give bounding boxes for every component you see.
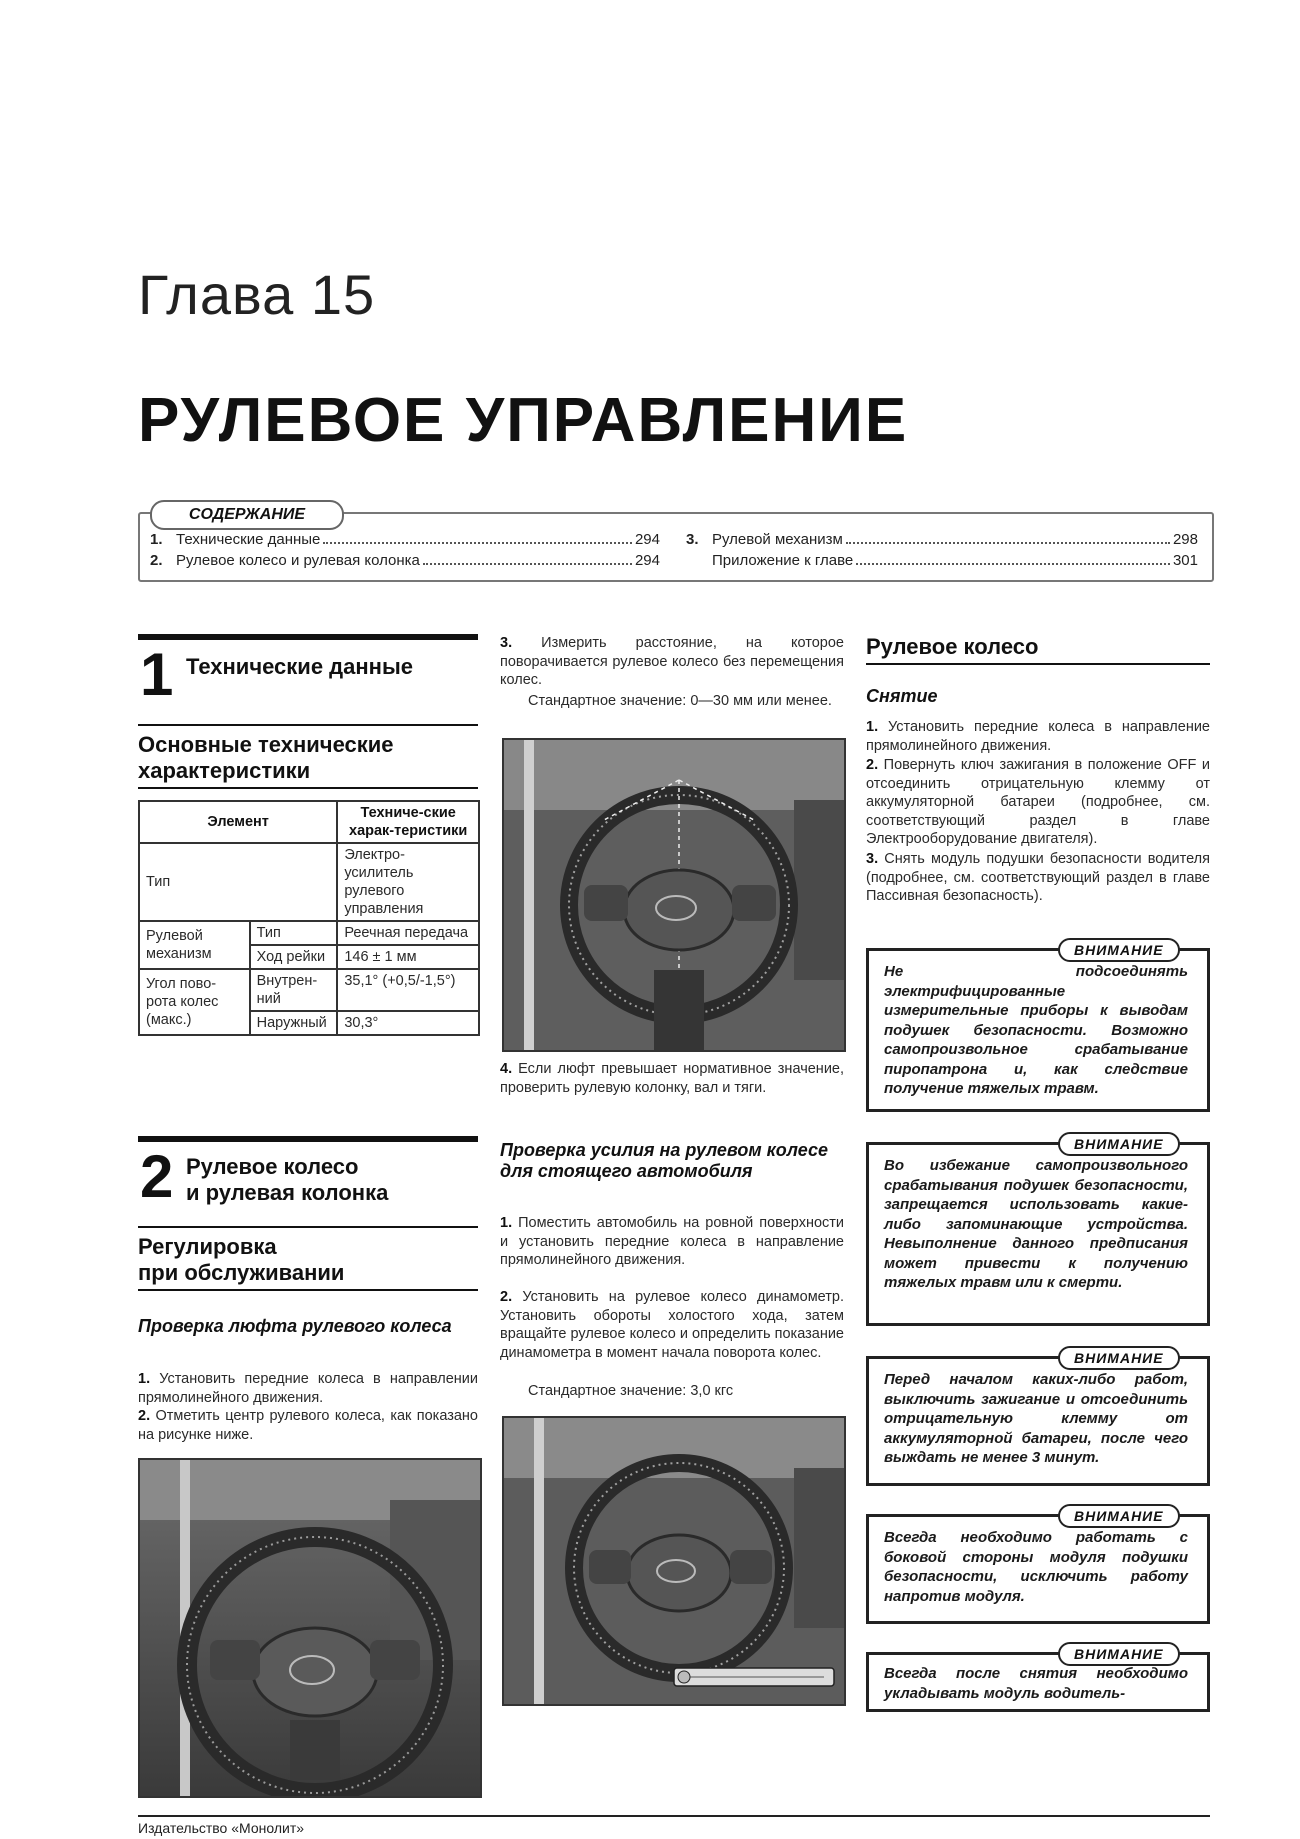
- steering-wheel-photo-3: [502, 1416, 846, 1706]
- table-cell: 30,3°: [337, 1011, 479, 1035]
- toc-item-title: Приложение к главе: [712, 552, 854, 569]
- toc-header: СОДЕРЖАНИЕ: [150, 500, 344, 530]
- warning-text-5: Всегда после снятия необходимо укладывать модуль водитель-: [884, 1665, 1188, 1702]
- step-number: 1.: [138, 1371, 151, 1387]
- warning-text-3: Перед началом каких-либо работ, выключить зажигание и отсоединить отрицательную клемму от аккумуляторной батареи, после чего выждать не менее 3 минут.: [884, 1371, 1188, 1466]
- warning-text-2: Во избежание самопроизвольного срабатывания подушек безопасности, запрещается использовать какие-либо запоминающие устройства. Невыполнение данного предписания может привести к получению тяжелых травм или к смерти.: [884, 1157, 1188, 1291]
- toc-dots: [423, 563, 632, 565]
- removal-step-3: [866, 850, 1210, 906]
- toc-item-2[interactable]: [150, 551, 660, 571]
- table-header-element: Элемент: [139, 801, 337, 843]
- steering-wheel-photo-icon: [504, 1418, 844, 1704]
- toc-item-page: 298: [1172, 531, 1198, 548]
- table-cell: Внутрен-ний: [250, 969, 338, 1011]
- toc-item-page: 301: [1172, 552, 1198, 569]
- step-number: 3.: [866, 851, 879, 867]
- warning-label: ВНИМАНИЕ: [1058, 1504, 1180, 1528]
- effort-step-1: [500, 1214, 844, 1270]
- toc-item-page: 294: [634, 531, 660, 548]
- step-number: 2.: [866, 757, 879, 773]
- table-cell: 35,1° (+0,5/-1,5°): [337, 969, 479, 1011]
- toc-item-4[interactable]: [686, 551, 1198, 571]
- toc-item-title: Рулевое колесо и рулевая колонка: [176, 552, 420, 569]
- table-cell: Рулевой механизм: [139, 921, 250, 969]
- section-2-subhead-line1: Регулировка: [138, 1234, 277, 1259]
- section-1-number: 1: [140, 641, 174, 708]
- toc-item-num: 3.: [686, 531, 699, 548]
- warning-label: ВНИМАНИЕ: [1058, 938, 1180, 962]
- spec-table: [138, 800, 480, 1036]
- step-text: Повернуть ключ зажигания в положение OFF и отсоединить отрицательную клемму от аккумуляторной батареи (подробнее, см. соответствующий раздел в главе Электрооборудование двигателя).: [866, 757, 1211, 847]
- warning-text-4: Всегда необходимо работать с боковой стороны модуля подушки безопасности, исключить работу напротив модуля.: [884, 1529, 1188, 1605]
- steering-wheel-photo-icon: [504, 740, 844, 1050]
- step-text: Снять модуль подушки безопасности водителя (подробнее, см. соответствующий раздел в главе Пассивная безопасность).: [866, 851, 1210, 904]
- toc-item-3[interactable]: [686, 530, 1198, 550]
- step-text: Установить на рулевое колесо динамометр. Установить обороты холостого хода, затем вращайте рулевое колесо и определить показание динамометра в момент начала поворота колес.: [500, 1289, 845, 1361]
- warning-text-1: Не подсоединять электрифицированные измерительные приборы к выводам подушек безопасности. Возможно самопроизвольное срабатывание пиропатрона и, как следствие получение тяжелых травм.: [884, 963, 1188, 1097]
- play-check-title: Проверка люфта рулевого колеса: [138, 1316, 452, 1336]
- steering-wheel-photo-2: [502, 738, 846, 1052]
- steering-wheel-photo-icon: [140, 1460, 480, 1796]
- toc-item-num: 2.: [150, 552, 163, 569]
- step-text: Поместить автомобиль на ровной поверхности и установить передние колеса в направление прямолинейного движения.: [500, 1215, 845, 1268]
- section-2-subhead-line2: при обслуживании: [138, 1260, 478, 1291]
- table-header-spec: Техниче-ские харак-теристики: [337, 801, 479, 843]
- removal-step-1: [866, 718, 1210, 755]
- warning-label: ВНИМАНИЕ: [1058, 1132, 1180, 1156]
- play-step-4: [500, 1060, 844, 1097]
- toc-dots: [846, 542, 1170, 544]
- toc-item-num: 1.: [150, 531, 163, 548]
- play-standard: Стандартное значение: 0—30 мм или менее.: [528, 693, 832, 709]
- table-cell: Реечная передача: [337, 921, 479, 945]
- step-text: Измерить расстояние, на которое поворачивается рулевое колесо без перемещения колес.: [500, 635, 844, 688]
- play-step-2: [138, 1407, 478, 1444]
- table-cell: Электро-усилитель рулевого управления: [337, 843, 479, 921]
- wheel-title: Рулевое колесо: [866, 634, 1210, 665]
- section-2-number: 2: [140, 1143, 174, 1210]
- section-1-subhead: Основные технические характеристики: [138, 732, 478, 789]
- table-cell: Тип: [139, 843, 337, 921]
- section-2-title-line1: Рулевое колесо: [186, 1154, 359, 1179]
- table-cell: Угол пово-рота колес (макс.): [139, 969, 250, 1035]
- step-text: Установить передние колеса в направлении прямолинейного движения.: [138, 1371, 479, 1406]
- toc-item-page: 294: [634, 552, 660, 569]
- step-number: 2.: [500, 1289, 513, 1305]
- table-cell: Тип: [250, 921, 338, 945]
- toc-item-title: Технические данные: [176, 531, 321, 548]
- steering-wheel-photo-1: [138, 1458, 482, 1798]
- section-1-header: [138, 634, 478, 726]
- toc-dots: [323, 542, 632, 544]
- footer-rule: [138, 1815, 1210, 1817]
- table-cell: Наружный: [250, 1011, 338, 1035]
- step-text: Установить передние колеса в направление прямолинейного движения.: [866, 719, 1210, 754]
- step-number: 2.: [138, 1408, 151, 1424]
- warning-label: ВНИМАНИЕ: [1058, 1346, 1180, 1370]
- chapter-title: РУЛЕВОЕ УПРАВЛЕНИЕ: [138, 386, 909, 455]
- step-number: 3.: [500, 635, 513, 651]
- table-cell: Ход рейки: [250, 945, 338, 969]
- toc-item-1[interactable]: [150, 530, 660, 550]
- step-number: 1.: [500, 1215, 513, 1231]
- step-number: 1.: [866, 719, 879, 735]
- section-2-title-line2: и рулевая колонка: [186, 1180, 389, 1205]
- effort-check-title: Проверка усилия на рулевом колесе для стоящего автомобиля: [500, 1140, 828, 1181]
- play-step-1: [138, 1370, 478, 1407]
- step-number: 4.: [500, 1061, 513, 1077]
- effort-standard: Стандартное значение: 3,0 кгс: [528, 1383, 734, 1399]
- removal-title: Снятие: [866, 686, 938, 706]
- effort-step-2: [500, 1288, 844, 1362]
- toc-item-title: Рулевой механизм: [712, 531, 843, 548]
- table-cell: 146 ± 1 мм: [337, 945, 479, 969]
- section-1-title: Технические данные: [186, 654, 413, 679]
- chapter-label: Глава 15: [138, 263, 376, 326]
- removal-step-2: [866, 756, 1210, 849]
- footer-publisher: Издательство «Монолит»: [138, 1820, 305, 1836]
- play-step-3: [500, 634, 844, 690]
- warning-label: ВНИМАНИЕ: [1058, 1642, 1180, 1666]
- step-text: Если люфт превышает нормативное значение, проверить рулевую колонку, вал и тяги.: [500, 1061, 845, 1096]
- toc-dots: [856, 563, 1170, 565]
- dynamometer-icon: [674, 1668, 834, 1686]
- step-text: Отметить центр рулевого колеса, как показано на рисунке ниже.: [138, 1408, 479, 1443]
